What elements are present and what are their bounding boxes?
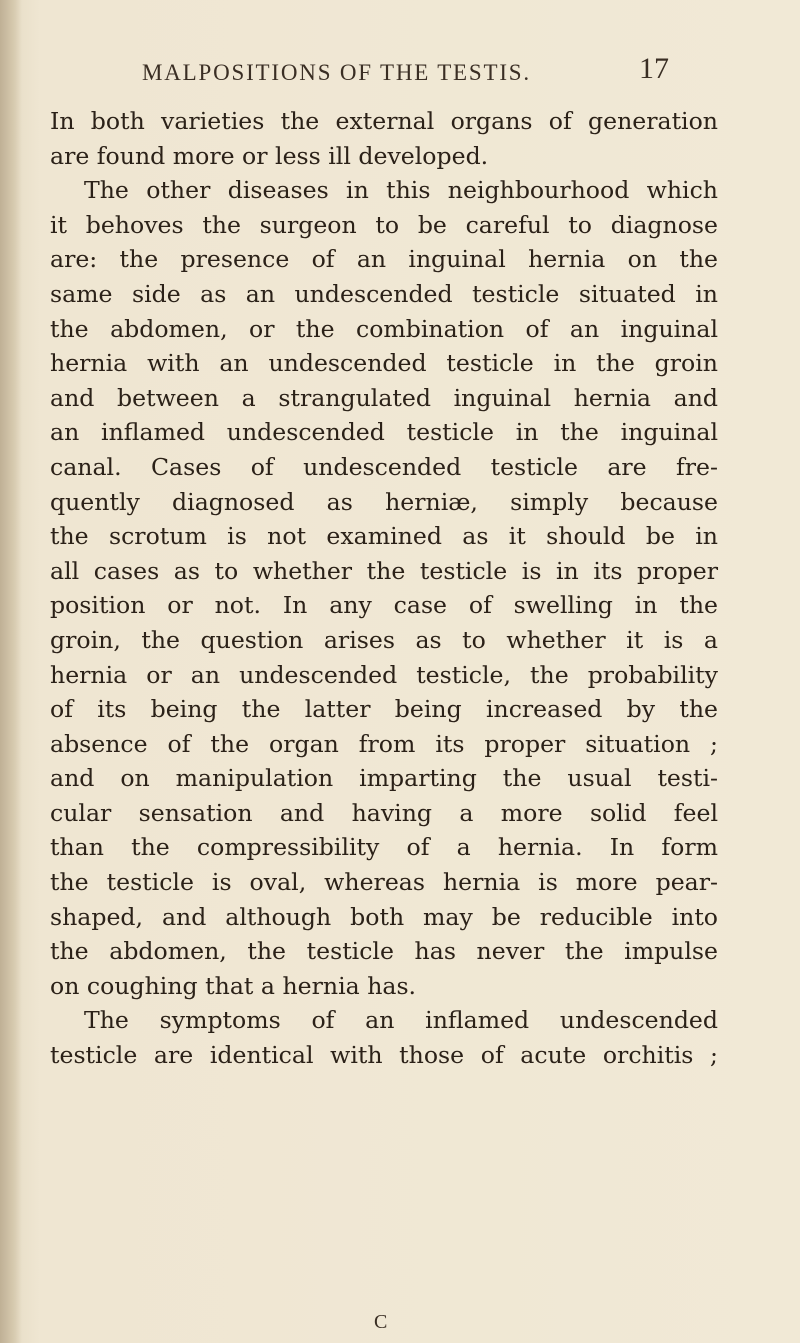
text-line: testicle are identical with those of acute orchitis ; bbox=[50, 1041, 718, 1070]
text-line: and between a strangulated inguinal hernia and bbox=[50, 383, 718, 412]
text-line: and on manipulation imparting the usual testi- bbox=[50, 764, 718, 793]
text-line: it behoves the surgeon to be careful to diagnose bbox=[50, 210, 718, 239]
text-line: hernia or an undescended testicle, the probability bbox=[50, 660, 718, 689]
text-line: shaped, and although both may be reducible into bbox=[50, 902, 718, 931]
text-line: are: the presence of an inguinal hernia on the bbox=[50, 245, 718, 274]
text-line: In both varieties the external organs of generation bbox=[50, 107, 718, 135]
text-line: the testicle is oval, whereas hernia is more pear- bbox=[50, 868, 718, 897]
text-line: than the compressibility of a hernia. In form bbox=[50, 833, 718, 862]
text-line: groin, the question arises as to whether it is a bbox=[50, 625, 718, 654]
text-line: the abdomen, or the combination of an inguinal bbox=[50, 314, 718, 343]
text-line: hernia with an undescended testicle in the groin bbox=[50, 349, 718, 378]
text-line: The symptoms of an inflamed undescended bbox=[84, 1006, 718, 1035]
text-line: canal. Cases of undescended testicle are fre- bbox=[50, 452, 718, 481]
text-line: all cases as to whether the testicle is in its proper bbox=[50, 556, 718, 585]
text-line: the scrotum is not examined as it should be in bbox=[50, 522, 718, 551]
text-line: The other diseases in this neighbourhood which bbox=[84, 176, 718, 205]
text-line: position or not. In any case of swelling in the bbox=[50, 591, 718, 620]
text-line: same side as an undescended testicle situated in bbox=[50, 279, 718, 308]
text-line: cular sensation and having a more solid feel bbox=[50, 798, 718, 827]
text-line: are found more or less ill developed. bbox=[50, 141, 489, 170]
body-text bbox=[50, 104, 718, 1073]
page-number: 17 bbox=[639, 52, 669, 85]
binding-gutter bbox=[0, 0, 22, 1343]
text-line: the abdomen, the testicle has never the impulse bbox=[50, 937, 718, 966]
text-line: an inflamed undescended testicle in the inguinal bbox=[50, 418, 718, 447]
page-header bbox=[0, 52, 800, 92]
text-line: absence of the organ from its proper situation ; bbox=[50, 729, 718, 758]
text-line: on coughing that a hernia has. bbox=[50, 971, 417, 1000]
running-head: MALPOSITIONS OF THE TESTIS. bbox=[142, 60, 531, 85]
text-line: quently diagnosed as herniæ, simply because bbox=[50, 487, 718, 516]
text-line: of its being the latter being increased by the bbox=[50, 695, 718, 724]
signature-mark: C bbox=[374, 1311, 388, 1333]
